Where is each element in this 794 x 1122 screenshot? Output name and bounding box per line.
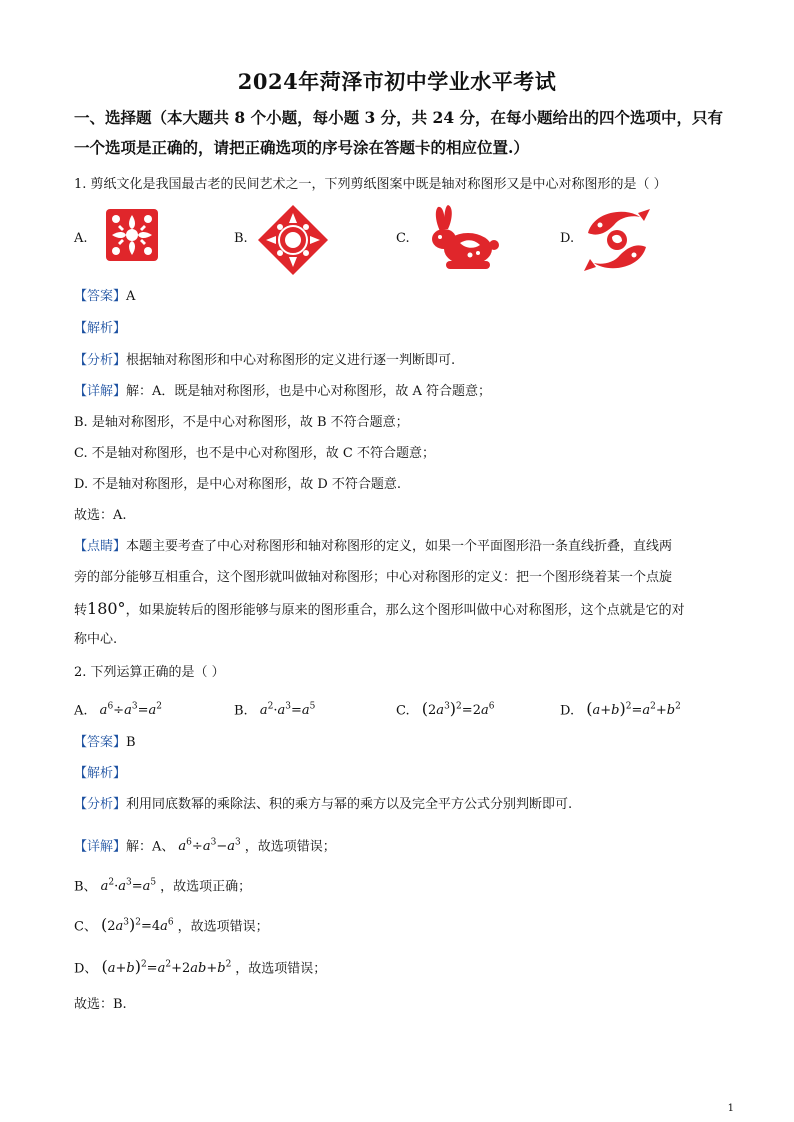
section-heading-line1: 一、选择题（本大题共 8 个小题，每小题 3 分，共 24 分，在每小题给出的四个选项中，只有 [74, 108, 724, 127]
q2-option-a [74, 698, 162, 720]
q1-detail-b: B. 是轴对称图形，不是中心对称图形，故 B 不符合题意； [74, 415, 409, 430]
q1-dianjing-4: 称中心. [74, 632, 118, 647]
q1-degree: 180° [87, 599, 126, 618]
page-number: 1 [727, 1103, 734, 1114]
q2-option-a-label: A. [74, 703, 88, 719]
q2-choose: 故选：B. [74, 997, 127, 1012]
q2-answer [74, 734, 734, 752]
q2-detail-c-post: ，故选项错误； [177, 919, 269, 935]
q1-analysis-tag [74, 320, 734, 338]
section-heading-line2: 一个选项是正确的，请把正确选项的序号涂在答题卡的相应位置.） [74, 138, 529, 157]
q1-option-a-label: A. [74, 231, 88, 246]
q2-detail-c [74, 914, 734, 936]
q2-option-b-label: B. [234, 703, 248, 719]
papercut-a-icon [100, 203, 164, 267]
q2-detail-tag: 【详解】 [74, 839, 127, 855]
q2-stem: 2. 下列运算正确的是（ ） [74, 665, 225, 680]
page-title: 2024年菏泽市初中学业水平考试 [237, 69, 557, 94]
analysis-tag: 【解析】 [74, 321, 127, 336]
q1-fenxi-text: 根据轴对称图形和中心对称图形的定义进行逐一判断即可. [126, 353, 456, 368]
q1-detail-c: C. 不是轴对称图形，也不是中心对称图形，故 C 不符合题意； [74, 446, 435, 461]
detail-tag: 【详解】 [74, 384, 127, 399]
q1-dianjing-3a: 转 [74, 603, 88, 618]
q1-dianjing-1-text: 本题主要考查了中心对称图形和轴对称图形的定义，如果一个平面图形沿一条直线折叠，直线两 [126, 539, 673, 554]
q2-detail-d-post: ，故选项错误； [235, 961, 327, 977]
q2-option-d-label: D. [560, 703, 575, 719]
q2-detail-a-expr: $a^6\div a^3-a^3$ [178, 838, 241, 855]
q1-dianjing-3b: ，如果旋转后的图形能够与原来的图形重合，那么这个图形叫做中心对称图形，这个点就是它的对 [125, 603, 685, 618]
q1-option-d-label: D. [560, 231, 575, 246]
q2-detail-b [74, 874, 734, 896]
q1-option-b-label: B. [234, 231, 248, 246]
q2-detail-c-expr: $(2a^3)^2=4a^6$ [100, 915, 174, 935]
q2-fenxi-text: 利用同底数幂的乘除法、积的乘方与幂的乘方以及完全平方公式分别判断即可. [126, 797, 573, 812]
answer-tag: 【答案】 [74, 289, 127, 304]
q2-option-c-expr: $(2a^3)^2=2a^6$ [421, 699, 495, 719]
q2-detail-d-expr: $(a+b)^2=a^2+2ab+b^2$ [101, 957, 232, 977]
q2-analysis-tag [74, 765, 734, 783]
q2-option-b-expr: $a^2\cdot a^3=a^5$ [259, 702, 316, 719]
q2-detail-d-pre: D、 [74, 961, 98, 977]
q1-detail-a [74, 383, 734, 401]
papercut-b-icon [256, 203, 330, 277]
q2-detail-a [74, 834, 734, 856]
q2-option-d-expr: $(a+b)^2=a^2+b^2$ [586, 699, 681, 719]
q2-detail-a-pre: 解：A、 [126, 839, 175, 855]
q1-answer [74, 288, 734, 306]
q1-detail-a-text: 解：A．既是轴对称图形，也是中心对称图形，故 A 符合题意； [126, 384, 492, 399]
q2-detail-b-post: ，故选项正确； [160, 879, 252, 895]
q1-detail-d: D. 不是轴对称图形，是中心对称图形，故 D 不符合题意. [74, 477, 402, 492]
q1-answer-value: A [126, 289, 136, 304]
q1-options [74, 203, 734, 283]
q2-detail-b-pre: B、 [74, 879, 97, 895]
q2-option-a-expr: $a^6\div a^3=a^2$ [99, 702, 162, 719]
q1-option-c-label: C. [396, 231, 410, 246]
q1-stem: 1. 剪纸文化是我国最古老的民间艺术之一，下列剪纸图案中既是轴对称图形又是中心对称图形的是（ ） [74, 177, 667, 192]
q2-option-c [396, 698, 494, 720]
q2-answer-tag: 【答案】 [74, 735, 127, 750]
q1-dianjing-3 [74, 600, 734, 620]
q1-dianjing-2: 旁的部分能够互相重合，这个图形就叫做轴对称图形；中心对称图形的定义：把一个图形绕着某一个点旋 [74, 570, 673, 585]
q1-fenxi [74, 352, 734, 370]
q2-detail-c-pre: C、 [74, 919, 97, 935]
q2-option-d [560, 698, 681, 720]
q2-detail-a-post: ，故选项错误； [244, 839, 336, 855]
q2-fenxi [74, 796, 734, 814]
papercut-rabbit-icon [416, 203, 500, 273]
q2-answer-value: B [126, 735, 136, 750]
fenxi-tag: 【分析】 [74, 353, 127, 368]
q2-fenxi-tag: 【分析】 [74, 797, 127, 812]
q1-dianjing-1 [74, 538, 734, 556]
q2-detail-b-expr: $a^2\cdot a^3=a^5$ [100, 878, 157, 895]
q1-choose: 故选：A. [74, 508, 127, 523]
q2-detail-d [74, 956, 734, 978]
q2-analysis-tag-text: 【解析】 [74, 766, 127, 781]
papercut-fish-icon [580, 203, 654, 277]
q2-option-b [234, 698, 315, 720]
dianjing-tag: 【点睛】 [74, 539, 127, 554]
q2-option-c-label: C. [396, 703, 410, 719]
